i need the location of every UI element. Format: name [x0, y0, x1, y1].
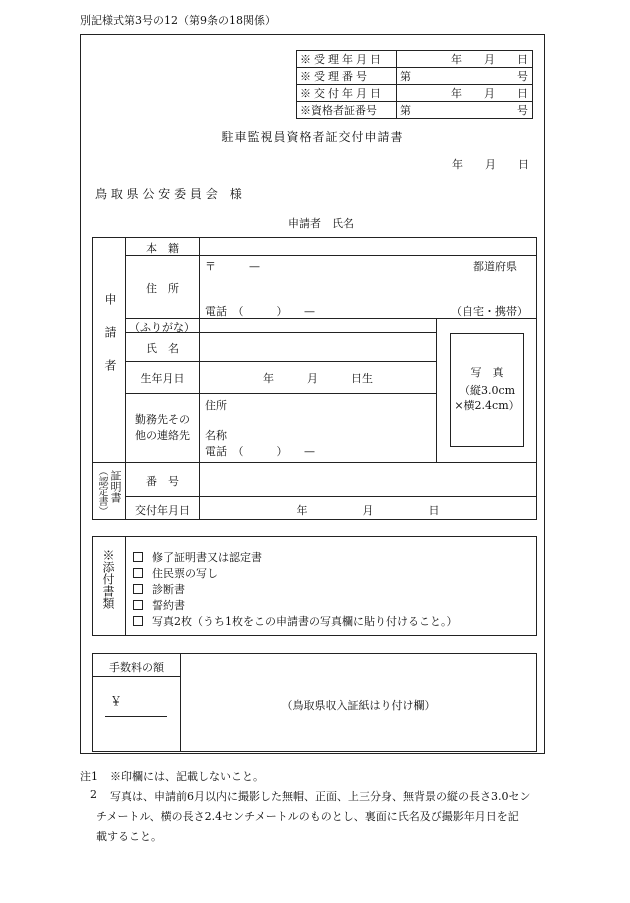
photo-width: ×横2.4cm） [454, 399, 520, 412]
work-address: 住所 [205, 399, 227, 412]
receipt-label: ※資格者証番号 [297, 102, 397, 119]
note-2-number: 2 [90, 788, 97, 801]
attachment-item-label: 住民票の写し [152, 567, 218, 580]
birth-value: 年 月 日生 [263, 372, 373, 385]
furigana-label: （ふりがな） [129, 321, 195, 334]
note-2-line-2: チメートル、横の長さ2.4センチメートルのものとし、裏面に氏名及び撮影年月日を記 [96, 810, 519, 823]
receipt-prefix: 第 [400, 70, 411, 83]
receipt-row [297, 102, 533, 119]
receipt-value: 号 [517, 104, 528, 117]
cert-side-sub: （認定書） [96, 466, 107, 516]
checkbox[interactable] [133, 616, 143, 626]
attachment-item-label: 修了証明書又は認定書 [152, 551, 262, 564]
cert-date-label: 交付年月日 [135, 504, 190, 517]
prefecture-label: 都道府県 [473, 260, 517, 273]
checkbox[interactable] [133, 600, 143, 610]
checkbox[interactable] [133, 552, 143, 562]
photo-label: 写 真 [470, 366, 504, 379]
photo-box [450, 333, 524, 447]
address-label: 住 所 [146, 282, 179, 295]
attachments-side-label: ※添付書類 [101, 549, 115, 609]
attachment-item [133, 565, 218, 581]
receipt-label: ※受理番号 [297, 68, 397, 85]
receipt-prefix: 第 [400, 104, 411, 117]
receipt-value: 号 [517, 70, 528, 83]
attachment-item [133, 613, 458, 629]
stamp-area-label: （鳥取県収入証紙はり付け欄） [281, 699, 436, 712]
note-2-line-3: 載すること。 [96, 830, 162, 843]
attachment-item-label: 写真2枚（うち1枚をこの申請書の写真欄に貼り付けること。） [152, 615, 458, 628]
addressee: 鳥 取 県 公 安 委 員 会 様 [95, 187, 242, 201]
note-2-line-1: 写真は、申請前6月以内に撮影した無帽、正面、上三分身、無背景の縦の長さ3.0セン [110, 790, 531, 803]
receipt-row [297, 85, 533, 102]
cert-date-value: 年 月 日 [296, 504, 440, 517]
birth-label: 生年月日 [140, 372, 185, 385]
note-1-number: 注1 [80, 770, 98, 783]
receipt-row [297, 68, 533, 85]
name-label: 氏 名 [146, 342, 179, 355]
attachment-item [133, 597, 185, 613]
honseki-label: 本 籍 [146, 242, 179, 255]
attachment-item-label: 診断書 [152, 583, 185, 596]
work-label-1: 勤務先その [135, 413, 190, 426]
receipt-label: ※交付年月日 [297, 85, 397, 102]
cert-number-label: 番 号 [146, 475, 179, 488]
receipt-value: 年 月 日 [397, 51, 533, 68]
phone-type: （自宅・携帯） [451, 305, 528, 318]
phone-label: 電話 （ ） — [205, 305, 315, 318]
checkbox[interactable] [133, 584, 143, 594]
applicant-section [92, 237, 537, 520]
work-label-2: 他の連絡先 [135, 429, 190, 442]
note-1: ※印欄には、記載しないこと。 [110, 770, 264, 783]
attachment-item [133, 581, 185, 597]
attachment-item [133, 549, 262, 565]
cert-side-label: 証明書 [109, 470, 122, 503]
receipt-label: ※受理年月日 [297, 51, 397, 68]
postal-code: 〒 — [205, 260, 260, 273]
receipt-value: 年 月 日 [397, 85, 533, 102]
date-line: 年 月 日 [452, 158, 529, 171]
attachments-section [92, 536, 537, 636]
attachment-item-label: 誓約書 [152, 599, 185, 612]
fee-label: 手数料の額 [109, 661, 164, 674]
fee-yen: ￥ [110, 694, 123, 708]
receipt-value-cell [397, 68, 533, 85]
applicant-side-label: 申請者 [103, 293, 117, 392]
receipt-table [296, 50, 533, 119]
applicant-name-label: 申請者 氏名 [288, 217, 354, 230]
fee-amount-line [105, 716, 167, 717]
work-phone: 電話 （ ） — [205, 445, 315, 458]
receipt-value-cell [397, 102, 533, 119]
page-title: 駐車監視員資格者証交付申請書 [221, 130, 404, 144]
fee-section [92, 653, 537, 752]
form-reference: 別記様式第3号の12（第9条の18関係） [80, 14, 276, 27]
checkbox[interactable] [133, 568, 143, 578]
photo-height: （縦3.0cm [458, 384, 516, 397]
work-name: 名称 [205, 429, 227, 442]
receipt-row [297, 51, 533, 68]
